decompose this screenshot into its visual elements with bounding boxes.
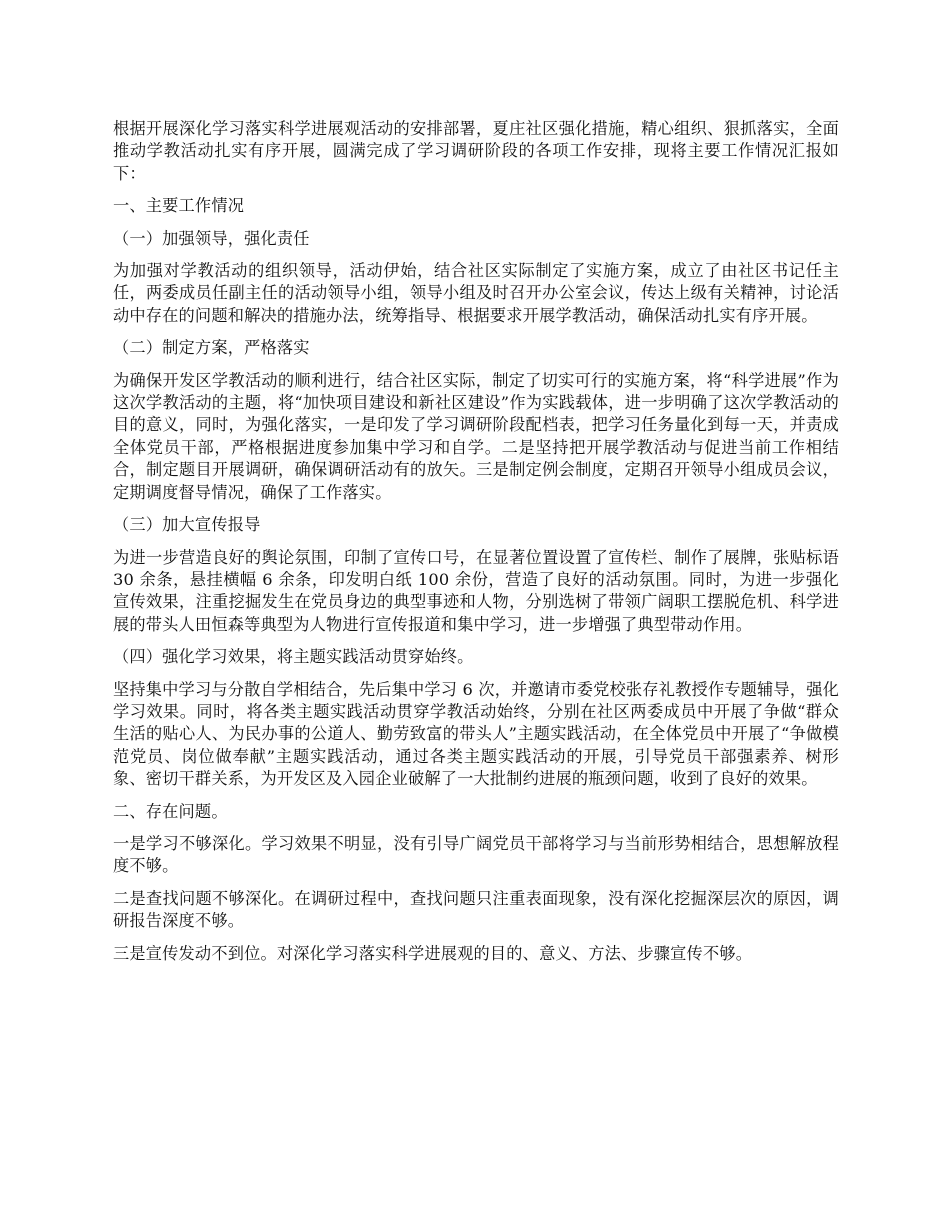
subsection-heading-plan: （二）制定方案，严格落实 [113, 338, 310, 358]
subsection-heading-publicity: （三）加大宣传报导 [113, 515, 261, 535]
paragraph-learning: 坚持集中学习与分散自学相结合，先后集中学习 6 次，并邀请市委党校张存礼教授作专题辅导，强化学习效果。同时，将各类主题实践活动贯穿学教活动始终，分别在社区两委成员中开展了争做“群众生活的贴心人、为民办事的公道人、勤劳致富的带头人”主题实践活动，在全体党员中开展了“争做模范党员、岗位做奉献”主题实践活动，通过各类主题实践活动的开展，引导党员干部强素养、树形象、密切干群关系，为开发区及入园企业破解了一大批制约进展的瓶颈问题，收到了良好的效果。 [113, 679, 839, 789]
section-heading-main-work: 一、主要工作情况 [113, 196, 245, 216]
paragraph-publicity: 为进一步营造良好的舆论氛围，印制了宣传口号，在显著位置设置了宣传栏、制作了展牌，张贴标语 30 余条，悬挂横幅 6 余条，印发明白纸 100 余份，营造了良好的活动氛围。同时，为进一步强化宣传效果，注重挖掘发生在党员身边的典型事迹和人物，分别选树了带领广阔职工摆脱危机、科学进展的带头人田恒森等典型为人物进行宣传报道和集中学习，进一步增强了典型带动作用。 [113, 547, 839, 634]
subsection-heading-learning: （四）强化学习效果，将主题实践活动贯穿始终。 [113, 647, 474, 667]
paragraph-leadership: 为加强对学教活动的组织领导，活动伊始，结合社区实际制定了实施方案，成立了由社区书记任主任，两委成员任副主任的活动领导小组，领导小组及时召开办公室会议，传达上级有关精神，讨论活动中存在的问题和解决的措施办法，统筹指导、根据要求开展学教活动，确保活动扎实有序开展。 [113, 261, 839, 325]
paragraph-plan: 为确保开发区学教活动的顺利进行，结合社区实际，制定了切实可行的实施方案，将“科学进展”作为这次学教活动的主题，将“加快项目建设和新社区建设”作为实践载体，进一步明确了这次学教活动的目的意义，同时，为强化落实，一是印发了学习调研阶段配档表，把学习任务量化到每一天，并责成全体党员干部，严格根据进度参加集中学习和自学。二是坚持把开展学教活动与促进当前工作相结合，制定题目开展调研，确保调研活动有的放矢。三是制定例会制度，定期召开领导小组成员会议，定期调度督导情况，确保了工作落实。 [113, 370, 839, 502]
section-heading-problems: 二、存在问题。 [113, 801, 228, 821]
problem-item-2: 二是查找问题不够深化。在调研过程中，查找问题只注重表面现象，没有深化挖掘深层次的原因，调研报告深度不够。 [113, 888, 839, 931]
document-body [113, 118, 839, 975]
intro-paragraph: 根据开展深化学习落实科学进展观活动的安排部署，夏庄社区强化措施，精心组织、狠抓落实，全面推动学教活动扎实有序开展，圆满完成了学习调研阶段的各项工作安排，现将主要工作情况汇报如下： [113, 119, 839, 183]
subsection-heading-leadership: （一）加强领导，强化责任 [113, 228, 310, 248]
problem-item-1: 一是学习不够深化。学习效果不明显，没有引导广阔党员干部将学习与当前形势相结合，思想解放程度不够。 [113, 833, 839, 876]
problem-item-3: 三是宣传发动不到位。对深化学习落实科学进展观的目的、意义、方法、步骤宣传不够。 [113, 943, 753, 963]
